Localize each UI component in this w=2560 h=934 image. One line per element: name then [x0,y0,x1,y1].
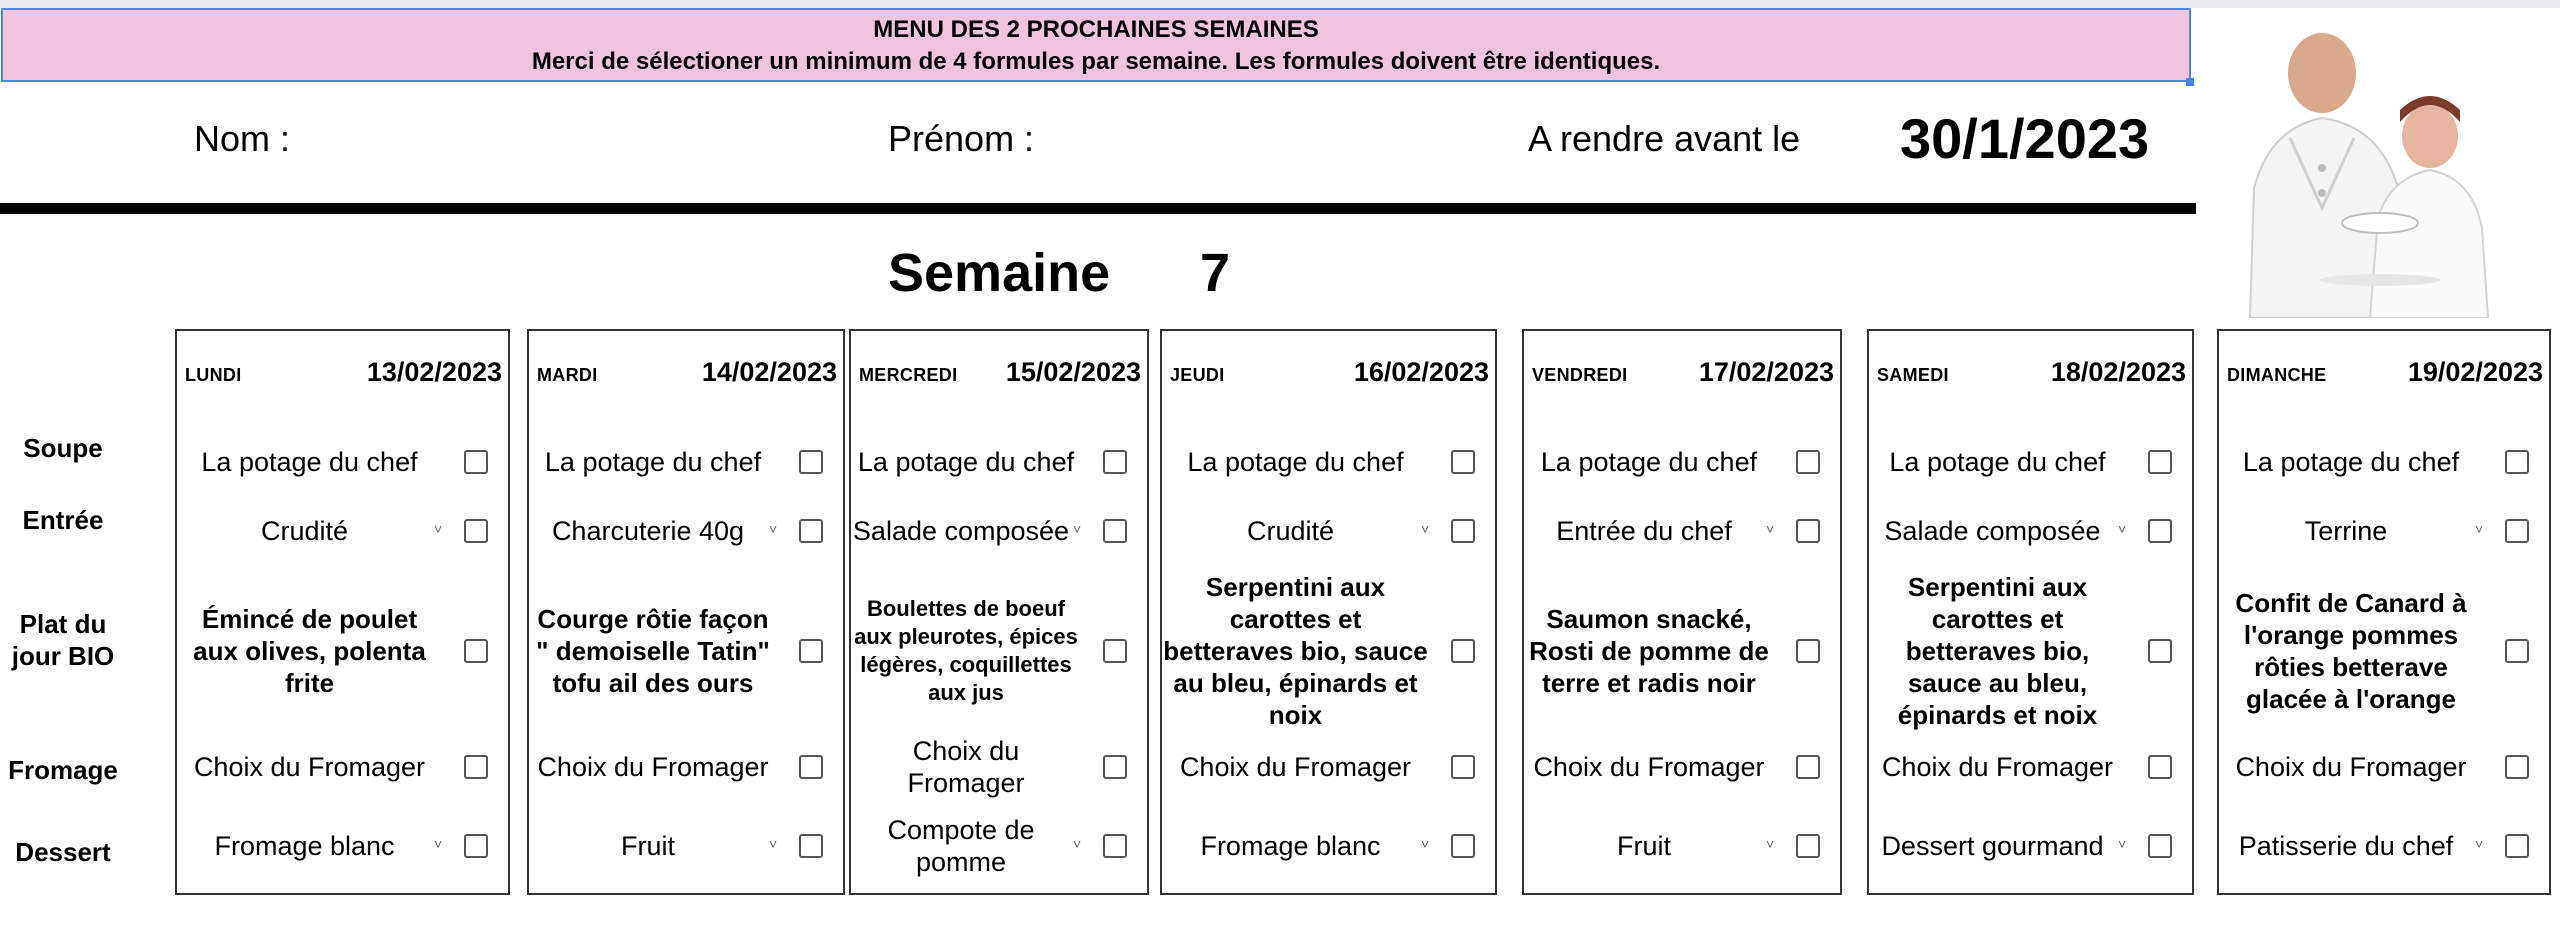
menu-item-soupe: La potage du chef [2242,447,2460,477]
menu-item-entree[interactable]: Salade composée [852,516,1070,546]
nom-label: Nom : [194,118,291,159]
row-label-plat: Plat du jour BIO [11,609,115,671]
day-header [529,355,843,395]
day-header [851,355,1147,395]
day-header [1162,355,1495,395]
day-header [1869,355,2192,395]
menu-item-fromage: Choix du Fromager [537,752,769,782]
row-label-dessert: Dessert [15,837,111,867]
chevron-down-icon[interactable]: ˅ [1421,521,1430,537]
chevron-down-icon[interactable]: ˅ [2475,836,2484,852]
chevron-down-icon[interactable]: ˅ [2118,836,2127,852]
checkbox-soupe[interactable] [799,450,823,474]
menu-item-soupe: La potage du chef [544,447,762,477]
menu-item-plat: Courge rôtie façon " demoiselle Tatin" tofu ail des ours [536,604,770,698]
menu-item-soupe: La potage du chef [857,447,1075,477]
chevron-down-icon[interactable]: ˅ [1073,521,1082,537]
menu-item-entree[interactable]: Terrine [2304,516,2388,546]
chevron-down-icon[interactable]: ˅ [2118,521,2127,537]
menu-item-dessert[interactable]: Compote de pomme [887,815,1035,877]
menu-item-soupe: La potage du chef [1540,447,1758,477]
day-header [177,355,508,395]
checkbox-plat[interactable] [2148,639,2172,663]
chevron-down-icon[interactable]: ˅ [2475,521,2484,537]
chevron-down-icon[interactable]: ˅ [1073,836,1082,852]
checkbox-entree[interactable] [464,519,488,543]
prenom-label: Prénom : [888,118,1035,159]
menu-item-dessert[interactable]: Patisserie du chef [2238,831,2454,861]
menu-item-dessert[interactable]: Dessert gourmand [1881,831,2104,861]
day-column-mardi [527,329,845,895]
checkbox-plat[interactable] [1796,639,1820,663]
checkbox-dessert[interactable] [2148,834,2172,858]
menu-item-fromage: Choix du Fromager [1533,752,1765,782]
menu-item-dessert[interactable]: Fruit [1617,831,1671,861]
checkbox-plat[interactable] [464,639,488,663]
menu-item-soupe: La potage du chef [1187,447,1404,477]
day-header [1524,355,1840,395]
day-column-vendredi [1522,329,1842,895]
checkbox-dessert[interactable] [799,834,823,858]
checkbox-plat[interactable] [2505,639,2529,663]
separator-rule [0,203,2196,214]
checkbox-soupe[interactable] [1451,450,1475,474]
checkbox-entree[interactable] [799,519,823,543]
day-date: 17/02/2023 [1698,357,1834,387]
checkbox-fromage[interactable] [1796,755,1820,779]
chevron-down-icon[interactable]: ˅ [1766,521,1775,537]
menu-item-plat: Serpentini aux carottes et betteraves bio, sauce au bleu, épinards et noix [1163,572,1428,730]
checkbox-fromage[interactable] [1451,755,1475,779]
checkbox-plat[interactable] [1103,639,1127,663]
day-column-dimanche [2217,329,2551,895]
day-column-lundi [175,329,510,895]
day-header [2219,355,2549,395]
day-date: 16/02/2023 [1353,357,1489,387]
chevron-down-icon[interactable]: ˅ [434,521,443,537]
menu-item-dessert[interactable]: Fromage blanc [1200,831,1381,861]
checkbox-entree[interactable] [2148,519,2172,543]
checkbox-plat[interactable] [1451,639,1475,663]
week-number: 7 [1200,243,1231,303]
row-label-fromage: Fromage [8,755,118,785]
checkbox-soupe[interactable] [1796,450,1820,474]
checkbox-dessert[interactable] [464,834,488,858]
spreadsheet-grid [0,0,2560,8]
header-instructions: Merci de sélectioner un minimum de 4 formules par semaine. Les formules doivent être identiques. [531,48,1661,75]
day-date: 14/02/2023 [701,357,837,387]
checkbox-entree[interactable] [1451,519,1475,543]
row-label-soupe: Soupe [23,433,103,463]
checkbox-fromage[interactable] [1103,755,1127,779]
day-date: 19/02/2023 [2407,357,2543,387]
day-column-samedi [1867,329,2194,895]
due-label: A rendre avant le [1528,118,1801,159]
menu-item-fromage: Choix du Fromager [1179,752,1412,782]
checkbox-soupe[interactable] [1103,450,1127,474]
menu-item-fromage: Choix du Fromager [1881,752,2114,782]
menu-item-dessert[interactable]: Fromage blanc [214,831,395,861]
checkbox-fromage[interactable] [2148,755,2172,779]
day-name: SAMEDI [1877,365,1949,385]
menu-item-fromage: Choix du Fromager [2235,752,2467,782]
menu-item-entree[interactable]: Charcuterie 40g [551,516,745,546]
menu-item-plat: Boulettes de boeuf aux pleurotes, épices légères, coquillettes aux jus [854,596,1078,705]
checkbox-fromage[interactable] [464,755,488,779]
chefs-photo [2230,18,2500,318]
day-name: JEUDI [1170,365,1225,385]
checkbox-entree[interactable] [1796,519,1820,543]
checkbox-soupe[interactable] [464,450,488,474]
day-date: 18/02/2023 [2050,357,2186,387]
menu-item-entree[interactable]: Salade composée [1884,516,2101,546]
chevron-down-icon[interactable]: ˅ [434,836,443,852]
checkbox-soupe[interactable] [2148,450,2172,474]
menu-item-soupe: La potage du chef [201,447,418,477]
chevron-down-icon[interactable]: ˅ [1766,836,1775,852]
chevron-down-icon[interactable]: ˅ [769,521,778,537]
header-banner[interactable] [1,8,2191,82]
day-date: 15/02/2023 [1005,357,1141,387]
checkbox-plat[interactable] [799,639,823,663]
checkbox-entree[interactable] [1103,519,1127,543]
day-name: MERCREDI [859,365,958,385]
menu-item-fromage: Choix du Fromager [193,752,426,782]
menu-item-dessert[interactable]: Fruit [621,831,675,861]
checkbox-dessert[interactable] [1103,834,1127,858]
day-name: MARDI [537,365,598,385]
day-name: VENDREDI [1532,365,1628,385]
checkbox-dessert[interactable] [1451,834,1475,858]
row-label-entree: Entrée [22,505,104,535]
checkbox-dessert[interactable] [1796,834,1820,858]
menu-item-plat: Confit de Canard à l'orange pommes rôties betterave glacée à l'orange [2235,588,2467,714]
chevron-down-icon[interactable]: ˅ [769,836,778,852]
checkbox-fromage[interactable] [2505,755,2529,779]
day-date: 13/02/2023 [366,357,502,387]
menu-item-entree[interactable]: Crudité [1246,516,1335,546]
checkbox-soupe[interactable] [2505,450,2529,474]
day-name: LUNDI [185,365,242,385]
day-column-jeudi [1160,329,1497,895]
checkbox-fromage[interactable] [799,755,823,779]
menu-item-plat: Émincé de poulet aux olives, polenta frite [193,604,426,698]
checkbox-entree[interactable] [2505,519,2529,543]
menu-item-soupe: La potage du chef [1889,447,2106,477]
menu-item-plat: Serpentini aux carottes et betteraves bio, sauce au bleu, épinards et noix [1897,572,2098,730]
checkbox-dessert[interactable] [2505,834,2529,858]
menu-item-entree[interactable]: Crudité [260,516,349,546]
menu-item-plat: Saumon snacké, Rosti de pomme de terre et radis noir [1529,604,1769,698]
day-name: DIMANCHE [2227,365,2327,385]
week-label: Semaine [888,243,1111,303]
menu-item-fromage: Choix du Fromager [907,736,1025,798]
menu-item-entree[interactable]: Entrée du chef [1556,516,1732,546]
selection-handle[interactable] [2186,78,2194,86]
header-title: MENU DES 2 PROCHAINES SEMAINES [873,16,1319,43]
chevron-down-icon[interactable]: ˅ [1421,836,1430,852]
due-date: 30/1/2023 [1900,107,2150,170]
day-column-mercredi [849,329,1149,895]
